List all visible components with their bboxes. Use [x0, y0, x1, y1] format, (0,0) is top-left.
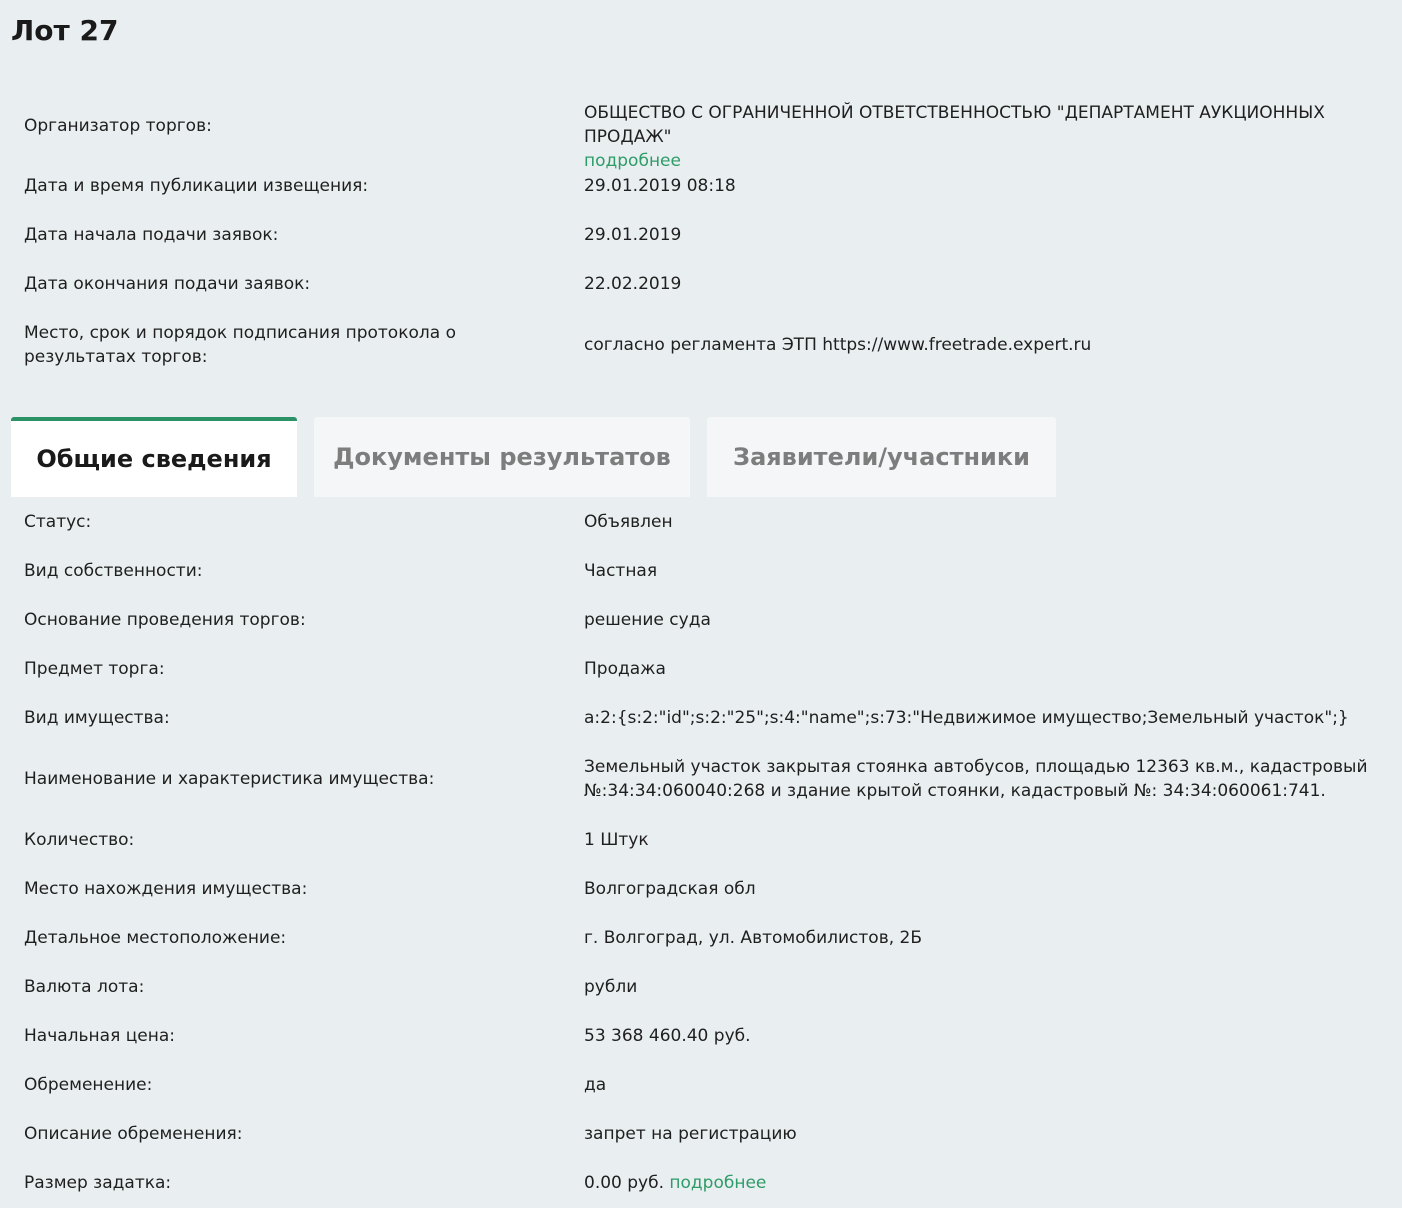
status-value: Объявлен — [584, 512, 673, 532]
protocol-label: Место, срок и порядок подписания протокола о результатах торгов: — [24, 323, 456, 367]
tab-applicants[interactable]: Заявители/участники — [707, 417, 1056, 497]
tab-general-info[interactable]: Общие сведения — [11, 417, 297, 497]
property-type-label: Вид имущества: — [24, 708, 170, 728]
deposit-label: Размер задатка: — [24, 1173, 172, 1193]
location-label: Место нахождения имущества: — [24, 879, 308, 899]
basis-value: решение суда — [584, 610, 711, 630]
property-name-row — [24, 755, 1402, 805]
ownership-label: Вид собственности: — [24, 561, 203, 581]
end-date-label: Дата окончания подачи заявок: — [24, 274, 311, 294]
publication-date-label: Дата и время публикации извещения: — [24, 176, 369, 196]
organizer-value-block — [584, 101, 1392, 173]
encumbrance-description-value: запрет на регистрацию — [584, 1124, 797, 1144]
detailed-location-value: г. Волгоград, ул. Автомобилистов, 2Б — [584, 928, 923, 948]
protocol-row — [24, 321, 1402, 371]
organizer-row — [24, 101, 1402, 171]
property-name-value: Земельный участок закрытая стоянка автобусов, площадью 12363 кв.м., кадастровый №:34:34:060040:268 и здание крытой стоянки, кадастровый №: 34:34:060061:741. — [584, 757, 1368, 801]
detailed-location-label: Детальное местоположение: — [24, 928, 287, 948]
deposit-details-link[interactable]: подробнее — [669, 1173, 767, 1193]
ownership-value: Частная — [584, 561, 658, 581]
currency-label: Валюта лота: — [24, 977, 145, 997]
quantity-label: Количество: — [24, 830, 135, 850]
end-date-value: 22.02.2019 — [584, 274, 682, 294]
subject-label: Предмет торга: — [24, 659, 165, 679]
start-date-label: Дата начала подачи заявок: — [24, 225, 279, 245]
encumbrance-description-label: Описание обременения: — [24, 1124, 243, 1144]
start-price-value: 53 368 460.40 руб. — [584, 1026, 751, 1046]
deposit-value-block — [584, 1171, 1392, 1195]
publication-date-value: 29.01.2019 08:18 — [584, 176, 736, 196]
organizer-label: Организатор торгов: — [24, 116, 212, 136]
deposit-value: 0.00 руб. — [584, 1173, 664, 1193]
encumbrance-label: Обременение: — [24, 1075, 153, 1095]
property-name-label: Наименование и характеристика имущества: — [24, 769, 435, 789]
protocol-value: согласно регламента ЭТП https://www.freetrade.expert.ru — [584, 335, 1092, 355]
basis-label: Основание проведения торгов: — [24, 610, 306, 630]
subject-value: Продажа — [584, 659, 666, 679]
start-date-value: 29.01.2019 — [584, 225, 682, 245]
organizer-details-link[interactable]: подробнее — [584, 151, 681, 171]
currency-value: рубли — [584, 977, 638, 997]
encumbrance-value: да — [584, 1075, 607, 1095]
organizer-value: ОБЩЕСТВО С ОГРАНИЧЕННОЙ ОТВЕТСТВЕННОСТЬЮ "ДЕПАРТАМЕНТ АУКЦИОННЫХ ПРОДАЖ" — [584, 103, 1325, 147]
location-value: Волгоградская обл — [584, 879, 756, 899]
status-label: Статус: — [24, 512, 92, 532]
page-title: Лот 27 — [11, 14, 119, 47]
property-type-value: a:2:{s:2:"id";s:2:"25";s:4:"name";s:73:"Недвижимое имущество;Земельный участок";} — [584, 708, 1349, 728]
start-price-label: Начальная цена: — [24, 1026, 175, 1046]
quantity-value: 1 Штук — [584, 830, 649, 850]
tab-result-documents[interactable]: Документы результатов — [314, 417, 690, 497]
